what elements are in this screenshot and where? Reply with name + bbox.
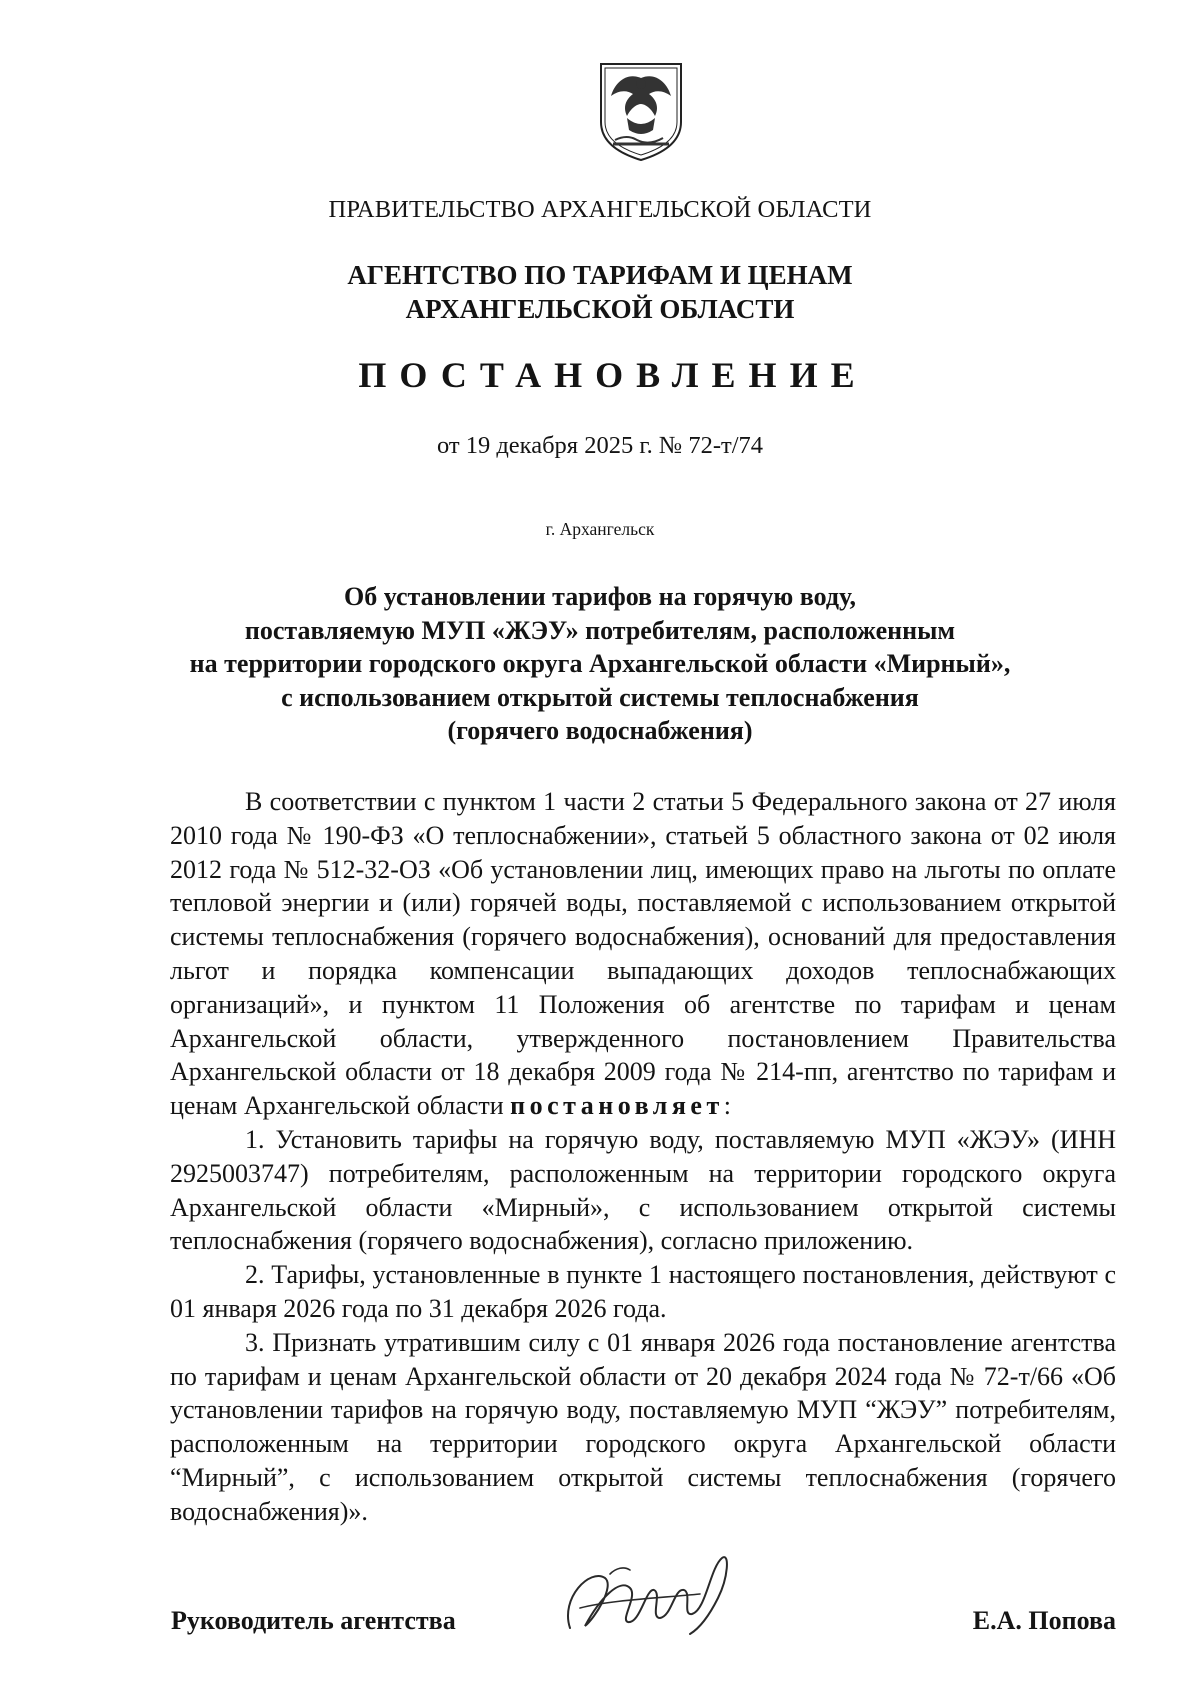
document-type: ПОСТАНОВЛЕНИЕ	[358, 355, 868, 395]
document-subject	[0, 580, 1200, 748]
preamble-paragraph	[170, 785, 1116, 1123]
subject-line2: поставляемую МУП «ЖЭУ» потребителям, расположенным	[244, 615, 956, 645]
city: г. Архангельск	[545, 519, 655, 539]
subject-line3: на территории городского округа Архангельской области «Мирный»,	[189, 649, 1011, 678]
handwritten-signature	[550, 1538, 750, 1658]
subject-line1: Об установлении тарифов на горячую воду,	[344, 582, 856, 611]
document-body	[170, 785, 1116, 1529]
date-number: от 19 декабря 2025 г. № 72-т/74	[436, 432, 764, 459]
subject-line4: с использованием открытой системы теплоснабжения	[281, 682, 919, 712]
resolves-word: постановляет	[510, 1091, 724, 1121]
signatory-name: Е.А. Попова	[972, 1606, 1116, 1635]
subject-line5: (горячего водоснабжения)	[447, 716, 753, 745]
item-2: 2. Тарифы, установленные в пункте 1 настоящего постановления, действуют с 01 января 2026 года по 31 декабря 2026 года.	[170, 1260, 1116, 1323]
item-3: 3. Признать утратившим силу с 01 января 2026 года постановление агентства по тарифам и ценам Архангельской области от 20 декабря 2024 года № 72-т/66 «Об установлении тарифов на горячую воду, поставляемую МУП “ЖЭУ” потребителям, расположенным на территории городского округа Архангельской области “Мирный”, с использованием открытой системы теплоснабжения (горячего водоснабжения)».	[170, 1327, 1116, 1526]
signatory-position: Руководитель агентства	[171, 1606, 456, 1635]
agency-title	[0, 258, 1200, 326]
item-1: 1. Установить тарифы на горячую воду, поставляемую МУП «ЖЭУ» (ИНН 2925003747) потребителям, расположенным на территории городского округа Архангельской области «Мирный», с использованием открытой системы теплоснабжения (горячего водоснабжения), согласно приложению.	[170, 1124, 1116, 1256]
agency-title-line2: АРХАНГЕЛЬСКОЙ ОБЛАСТИ	[405, 294, 795, 324]
coat-of-arms-icon	[597, 60, 685, 164]
agency-title-line1: АГЕНТСТВО ПО ТАРИФАМ И ЦЕНАМ	[347, 260, 853, 290]
resolves-colon: :	[723, 1091, 731, 1121]
government-title: ПРАВИТЕЛЬСТВО АРХАНГЕЛЬСКОЙ ОБЛАСТИ	[328, 196, 872, 223]
preamble-text: В соответствии с пунктом 1 части 2 статьи 5 Федерального закона от 27 июля 2010 года № 190-ФЗ «О теплоснабжении», статьей 5 областного закона от 02 июля 2012 года № 512-32-ОЗ «Об установлении лиц, имеющих право на льготы по оплате тепловой энергии и (или) горячей воды, поставляемой с использованием открытой системы теплоснабжения (горячего водоснабжения), оснований для предоставления льгот и порядка компенсации выпадающих доходов теплоснабжающих организаций», и пунктом 11 Положения об агентстве по тарифам и ценам Архангельской области, утвержденного постановлением Правительства Архангельской области от 18 декабря 2009 года № 214-пп, агентство по тарифам и ценам Архангельской области	[170, 787, 1116, 1121]
